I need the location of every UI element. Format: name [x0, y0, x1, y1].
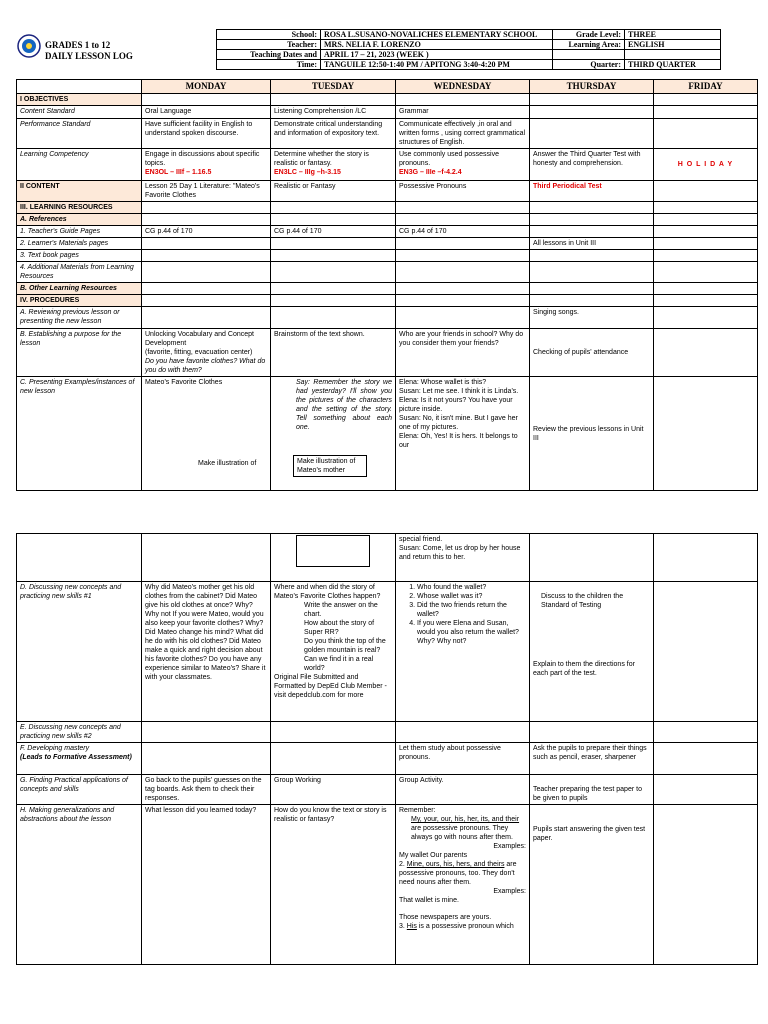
- illustration-box: Make illustration of Mateo's mother: [293, 455, 367, 477]
- illustration-box-cont: [296, 535, 370, 567]
- discussion-questions: 1. Who found the wallet? 2. Whose wallet was it? 3. Did the two friends return the wallet? 4. If you were Elena and Susan, would you also return the wallet? Why? Why not?: [399, 583, 526, 646]
- deped-seal-icon: [17, 34, 41, 58]
- lesson-log-table-page1: MONDAY TUESDAY WEDNESDAY THURSDAY FRIDAY I OBJECTIVES Content Standard Oral Language Listening Comprehension /LC Grammar Performance Standard Have sufficient facility in English to understand spoken discourse. Demonstrate critical understanding and information of expository text. Communicate effectively ,in oral and written forms , using correct grammatical structures of English. Learning Competency Engage in discussions about specific topics. EN3OL – IIIf – 1.16.5 Determine whether the story is realistic or fantasy. EN3LC – IIIg –h-3.15 Use commonly used possessive pronouns. EN3G – IIIe –f-4.2.4 Answer the Third Quarter Test with honesty and comprehension. H O L I D A Y II CONTENT Lesson 25 Day 1 Literature: "Mateo's Favorite Clothes Realistic or Fantasy Possessive Pronouns Third Periodical Test III. LEARNING RESOURCES A. References 1. Teacher's Guide Pages CG p.44 of 170 CG p.44 of 170 CG p.44 of 170 2. Learner's Materials pages All lessons in Unit III 3. Text book pages 4. Additional Materials from Learning Resources B. Other Learning Resources IV. PROCEDURES A. Reviewing previous lesson or presenting the new lesson Singing songs. B. Establishing a purpose for the lesson Unlocking Vocabulary and Concept Development (favorite, fitting, evacuation center) Do you have favorite clothes? What do you do with them? Brainstorm of the text shown. Who are your friends in school? Why do you consider them your friends? Checking of pupils' attendance C. Presenting Examples/instances of new lesson Mateo's Favorite Clothes Make illustration of Say: Remember the story we had yesterday? I'll show you the pictures of the characters and the setting of the story. Tell something about each one. Make illustration of Mateo's mother Elena: Whose wallet is this? Susan: Let me see. I think it is Linda's. Elena: Is it not yours? You have your picture inside. Susan: No, it isn't mine. But I gave her one of my pictures. Elena: Oh, Yes! It is hers. It belongs to our Review the previous lessons in Unit III: [16, 79, 758, 491]
- day-wednesday: WEDNESDAY: [396, 80, 530, 94]
- header-table: School: ROSA L.SUSANO-NOVALICHES ELEMENTARY SCHOOL Grade Level: THREE Teacher: MRS. NELIA F. LORENZO Learning Area: ENGLISH Teaching Dates and APRIL 17 – 21, 2023 (WEEK ) Time: TANGUILE 12:50-1:40 PM / APITONG 3:40-4:20 PM Quarter: THIRD QUARTER: [216, 29, 721, 70]
- school-name: ROSA L.SUSANO-NOVALICHES ELEMENTARY SCHOOL: [321, 30, 553, 40]
- day-thursday: THURSDAY: [530, 80, 654, 94]
- day-friday: FRIDAY: [654, 80, 758, 94]
- teaching-time: TANGUILE 12:50-1:40 PM / APITONG 3:40-4:20 PM: [321, 60, 553, 70]
- teacher-name: MRS. NELIA F. LORENZO: [321, 40, 553, 50]
- log-title: GRADES 1 to 12 DAILY LESSON LOG: [45, 40, 133, 61]
- holiday-label: H O L I D A Y: [654, 149, 758, 181]
- teaching-dates: APRIL 17 – 21, 2023 (WEEK ): [321, 50, 553, 60]
- lesson-log-table-page2: special friend. Susan: Come, let us drop by her house and return this to her. D. Discussing new concepts and practicing new skills #1 Why did Mateo's mother get his old clothes from the cabinet? Did Mateo give his old clothes at once? Why? Why not If you were Mateo, would you also keep your favorite clothes? Why? Did Mateo change his mind? What did he do with his old clothes? Did Mateo make a quick and right decision about his favorite clothes? Do you have any experience similar to Mateo's? Share it with your classmates. Where and when did the story of Mateo's Favorite Clothes happen? Write the answer on the chart. How about the story of Super RR? Do you think the top of the golden mountain is real? Can we find it in a real world? Original File Submitted and Formatted by DepEd Club Member - visit depedclub.com for more 1. Who found the wallet? 2. Whose wallet was it? 3. Did the two friends return the wallet? 4. If you were Elena and Susan, would you also return the wallet? Why? Why not? Discuss to the children the Standard of Testing Explain to them the directions for each part of the test. E. Discussing new concepts and practicing new skills #2 F. Developing mastery (Leads to Formative Assessment) Let them study about possessive pronouns. Ask the pupils to prepare their things such as pencil, eraser, sharpener G. Finding Practical applications of concepts and skills Go back to the pupils' guesses on the tag boards. Ask them to check their responses. Group Working Group Activity. Teacher preparing the test paper to be given to pupils H. Making generalizations and abstractions about the lesson What lesson did you learned today? How do you know the text or story is realistic or fantasy? Remember: My, your, our, his, her, its, and their are possessive pronouns. They always go with nouns after them. Examples: My wallet Our parents 2. Mine, ours, his, hers, and theirs are possessive pronouns, too. They don't need nouns after them. Examples: That wallet is mine. Those newspapers are yours. 3. His is a possessive pronoun which Pupils start answering the given test paper.: [16, 533, 758, 965]
- day-monday: MONDAY: [142, 80, 271, 94]
- day-tuesday: TUESDAY: [271, 80, 396, 94]
